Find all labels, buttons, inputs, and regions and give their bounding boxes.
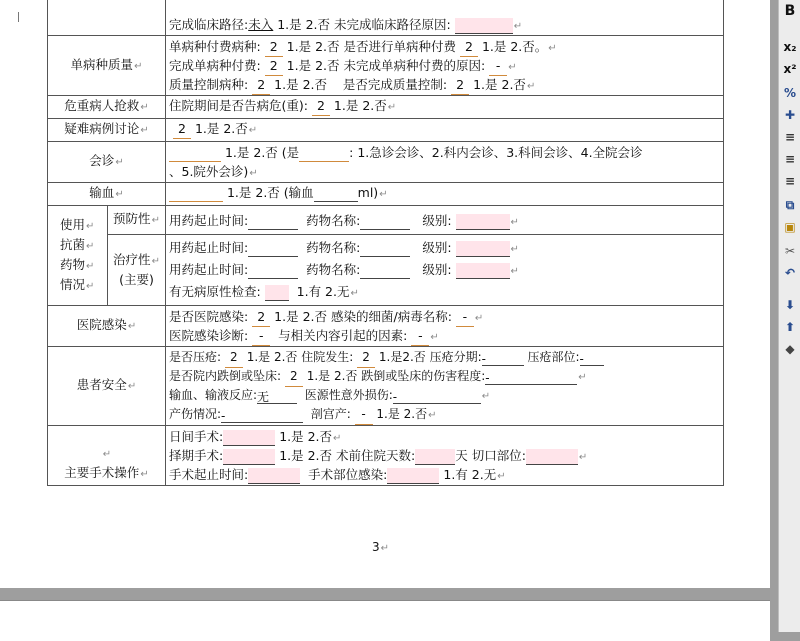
prophylactic-level-field[interactable]: [456, 214, 510, 230]
transfusion-reaction-field[interactable]: 无: [257, 388, 297, 404]
formatting-toolbar: [778, 0, 800, 632]
move-down-icon[interactable]: ⬇: [784, 298, 796, 312]
prophylactic-label: 预防性: [113, 211, 151, 226]
infection-diagnosis-field[interactable]: -: [252, 326, 270, 346]
single-disease-paid-field[interactable]: 2: [460, 37, 478, 57]
single-payment-reason-field[interactable]: -: [489, 56, 507, 76]
incomplete-reason-field[interactable]: [455, 18, 513, 34]
consult-type-field[interactable]: [299, 146, 349, 162]
critical-field[interactable]: 2: [312, 97, 330, 116]
move-up-icon[interactable]: ⬆: [784, 320, 796, 334]
subscript-icon[interactable]: x₂: [783, 40, 797, 54]
hyperlink-icon[interactable]: %: [783, 86, 797, 100]
infection-factor-field[interactable]: -: [411, 326, 429, 346]
difficult-case-field[interactable]: 2: [173, 120, 191, 139]
therapeutic-level-field-1[interactable]: [456, 241, 510, 257]
row-label-critical: 危重病人抢救: [64, 98, 140, 113]
paste-icon[interactable]: ▣: [784, 220, 796, 234]
align-left-icon[interactable]: ≡: [784, 130, 796, 144]
cesarean-field[interactable]: -: [355, 405, 373, 425]
transfusion-field[interactable]: [169, 186, 223, 202]
undo-icon[interactable]: ↶: [784, 266, 796, 280]
pathogen-name-field[interactable]: -: [456, 307, 474, 327]
incision-site-field[interactable]: [526, 449, 578, 465]
surgical-site-infection-field[interactable]: [387, 468, 439, 484]
table-row: ↵ 主要手术操作↵ 日间手术: 1.是 2.否↵ 择期手术: 1.是 2.否 术前住院天数: 天 切口部位: ↵ 手术起止时间: 手术部位感染: 1.有 2.无↵: [48, 426, 724, 486]
quality-control-disease-field[interactable]: 2: [252, 75, 270, 95]
align-center-icon[interactable]: ≡: [784, 152, 796, 166]
transfusion-volume-field[interactable]: [314, 186, 358, 202]
pressure-sore-site-field[interactable]: -: [580, 350, 604, 366]
table-row: 使用↵ 抗菌↵ 药物↵ 情况↵ 预防性↵ 治疗性↵ (主要) 用药起止时间: 药物名称: 级别: ↵ 用药起止时间: 药物名称: 级别: ↵ 用药起止时间: 药物名称: 级别: ↵ 有无病原性检查: 1.有 2.无↵: [48, 206, 724, 306]
single-disease-payment-field[interactable]: 2: [265, 37, 283, 57]
table-row: 危重病人抢救↵ 住院期间是否告病危(重): 2 1.是 2.否↵: [48, 96, 724, 119]
table-row: 疑难病例讨论↵ 2 1.是 2.否↵: [48, 119, 724, 142]
fall-field[interactable]: 2: [285, 367, 303, 387]
row-label-difficult-case: 疑难病例讨论: [64, 121, 140, 136]
clinical-path-field[interactable]: 未入: [248, 17, 274, 32]
table-row: 单病种质量↵ 单病种付费病种: 2 1.是 2.否 是否进行单病种付费 2 1.是 2.否。↵ 完成单病种付费: 2 1.是 2.否 未完成单病种付费的原因: - ↵ 质量控制病种: 2 1.是 2.否 是否完成质量控制: 2 1.是 2.否↵: [48, 36, 724, 96]
therapeutic-level-field-2[interactable]: [456, 263, 510, 279]
copy-icon[interactable]: ⧉: [785, 198, 795, 212]
row-label-clinical-path: [48, 0, 166, 36]
iatrogenic-injury-field[interactable]: -: [393, 388, 481, 404]
table-row: 患者安全↵ 是否压疮: 2 1.是 2.否 住院发生: 2 1.是2.否 压疮分期:- 压疮部位:- 是否院内跌倒或坠床: 2 1.是 2.否 跌倒或坠床的伤害程度:- ↵ 输血、输液反应:无 医源性意外损伤:- ↵ 产伤情况:- 剖宫产: - 1.是 2.否↵: [48, 347, 724, 426]
justify-icon[interactable]: ≡: [784, 174, 796, 188]
prophylactic-drug-field[interactable]: [360, 214, 410, 230]
single-payment-complete-field[interactable]: 2: [265, 56, 283, 76]
therapeutic-time-field-1[interactable]: [248, 241, 298, 257]
therapeutic-drug-field-2[interactable]: [360, 263, 410, 279]
quality-control-complete-field[interactable]: 2: [451, 75, 469, 95]
therapeutic-time-field-2[interactable]: [248, 263, 298, 279]
pressure-sore-field[interactable]: 2: [225, 348, 243, 368]
row-label-hospital-infection: 医院感染: [76, 317, 127, 332]
superscript-icon[interactable]: x²: [783, 62, 797, 76]
preop-days-field[interactable]: [415, 449, 455, 465]
row-label-patient-safety: 患者安全: [76, 377, 127, 392]
pressure-sore-stage-field[interactable]: -: [482, 350, 524, 366]
row-label-consult: 会诊: [89, 153, 115, 168]
page-number: 3↵: [372, 540, 390, 554]
bold-icon[interactable]: B: [784, 3, 796, 19]
cut-icon[interactable]: ✂: [784, 244, 796, 258]
surgery-time-field[interactable]: [248, 468, 300, 484]
table-row: 输血↵ 1.是 2.否 (输血 ml)↵: [48, 183, 724, 206]
fall-injury-field[interactable]: -: [485, 369, 577, 385]
day-surgery-field[interactable]: [223, 430, 275, 446]
birth-injury-field[interactable]: -: [221, 407, 303, 423]
margin-mark-top: [18, 12, 29, 22]
hospital-infection-field[interactable]: 2: [252, 307, 270, 327]
medical-record-table: [47, 0, 724, 486]
insert-icon[interactable]: ✚: [784, 108, 796, 122]
elective-surgery-field[interactable]: [223, 449, 275, 465]
table-row: 完成临床路径:未入 1.是 2.否 未完成临床路径原因: ↵: [48, 0, 724, 36]
consult-field[interactable]: [169, 146, 221, 162]
prophylactic-time-field[interactable]: [248, 214, 298, 230]
therapeutic-drug-field-1[interactable]: [360, 241, 410, 257]
row-label-single-disease: 单病种质量: [70, 56, 134, 72]
row-label-main-surgery: 主要手术操作: [64, 465, 140, 480]
antibiotic-label: 使用↵ 抗菌↵ 药物↵ 情况↵: [60, 216, 95, 292]
next-page: [0, 600, 770, 641]
row-label-transfusion: 输血: [89, 185, 115, 200]
table-row: 会诊↵ 1.是 2.否 (是 : 1.急诊会诊、2.科内会诊、3.科间会诊、4.全院会诊 、5.院外会诊)↵: [48, 142, 724, 183]
fill-color-icon[interactable]: ◆: [785, 342, 795, 356]
therapeutic-label: 治疗性↵ (主要): [113, 252, 160, 287]
pathogen-test-field[interactable]: [265, 285, 289, 301]
table-row: 医院感染↵ 是否医院感染: 2 1.是 2.否 感染的细菌/病毒名称: - ↵ 医院感染诊断: - 与相关内容引起的因素: - ↵: [48, 306, 724, 347]
pressure-sore-inhospital-field[interactable]: 2: [357, 348, 375, 368]
